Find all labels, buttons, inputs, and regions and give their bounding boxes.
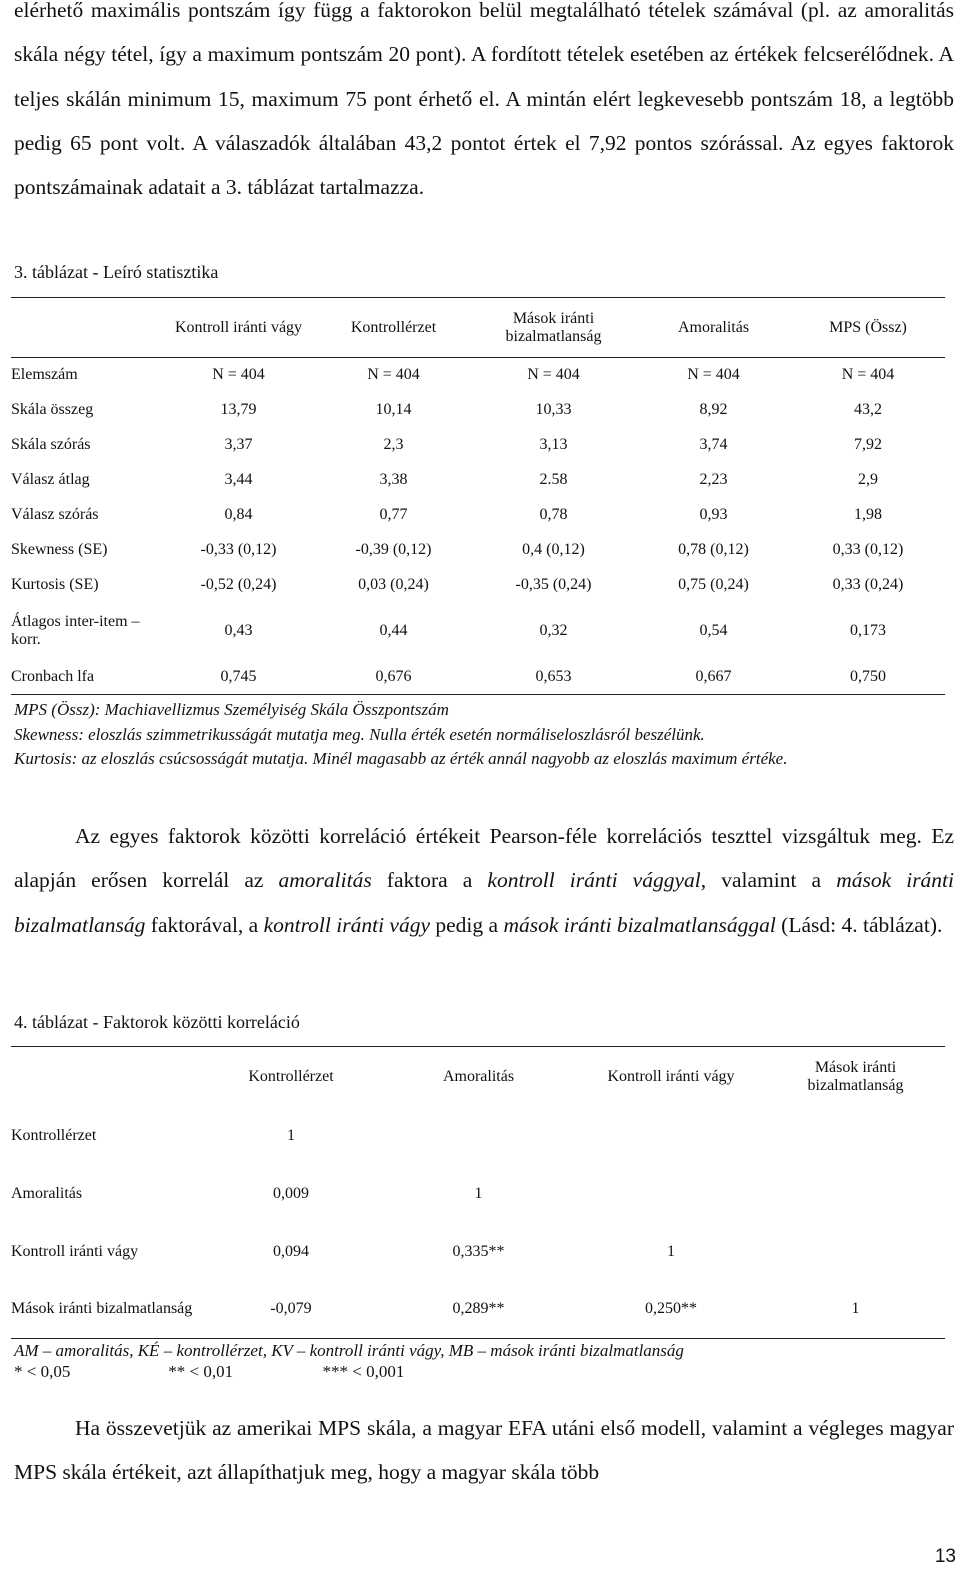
row-label: Elemszám	[11, 366, 78, 384]
row-label: Skewness (SE)	[11, 541, 108, 558]
table-cell: 0,54	[699, 622, 728, 639]
table-cell: 0,33 (0,12)	[832, 541, 904, 558]
row-label: Válasz átlag	[11, 471, 90, 488]
table-cell: N = 404	[527, 366, 580, 384]
table-cell: 0,44	[379, 622, 408, 639]
table-cell: N = 404	[841, 366, 895, 384]
table-cell: 1	[474, 1184, 483, 1202]
table-cell: 2.58	[539, 471, 568, 488]
table-row	[11, 393, 945, 428]
table-cell: 0,78 (0,12)	[678, 541, 749, 558]
table-row	[11, 428, 945, 463]
table-cell: 13,79	[220, 401, 257, 418]
table-row	[11, 463, 945, 498]
intro-paragraph: elérhető maximális pontszám így függ a faktorokon belül megtalálható tételek számával (pl. az amoralitás skála négy tétel, így a maximum pontszám 20 pont). A fordított tételek esetében az értékek felcserélődnek. A teljes skálán minimum 15, maximum 75 pont érhető el. A mintán elért legkevesebb pontszám 18, a legtöbb pedig 65 pont volt. A válaszadók általában 43,2 pontot értek el 7,92 pontos szórással. Az egyes faktorok pontszámainak adatait a 3. táblázat tartalmazza.	[14, 0, 954, 200]
note-kurtosis: Kurtosis: az eloszlás csúcsosságát mutatja. Minél magasabb az érték annál nagyobb az eloszlás maximum értéke.	[14, 749, 788, 768]
descriptive-stats-table	[11, 297, 945, 695]
table-cell: 2,23	[699, 471, 728, 488]
column-header: Amoralitás	[677, 318, 750, 336]
table-row	[11, 660, 945, 695]
table-cell: 0,84	[224, 506, 253, 523]
table3-notes	[14, 698, 944, 772]
table-cell	[576, 1165, 766, 1223]
table-cell: N = 404	[367, 366, 420, 384]
table-row	[11, 568, 945, 603]
column-header: Kontrollérzet	[248, 1067, 334, 1085]
table-row	[11, 533, 945, 568]
column-header: MPS (Össz)	[829, 318, 907, 336]
table-cell: 1	[667, 1242, 675, 1260]
row-label: Átlagos inter-item –korr.	[11, 613, 140, 648]
table-cell: 0,653	[535, 667, 572, 685]
table-cell: 8,92	[699, 401, 728, 418]
note-mps: MPS (Össz): Machiavellizmus Személyiség Skála Összpontszám	[14, 700, 449, 719]
table-cell: 10,14	[375, 401, 412, 418]
table-cell: N = 404	[687, 366, 740, 384]
table-cell: 0,676	[375, 667, 412, 685]
table-cell: 0,745	[220, 667, 257, 685]
table-cell: 0,78	[539, 506, 568, 523]
table-cell: 0,77	[379, 506, 408, 523]
row-label: Kontrollérzet	[11, 1126, 97, 1144]
table-cell: 2,9	[858, 471, 878, 488]
table-cell: 0,250**	[645, 1300, 697, 1318]
sig-level: ** < 0,01	[168, 1362, 234, 1381]
table-cell	[766, 1223, 945, 1281]
table-cell: 10,33	[535, 401, 572, 418]
table-cell: -0,39 (0,12)	[355, 541, 432, 558]
row-label: Kurtosis (SE)	[11, 576, 99, 593]
table-cell	[381, 1107, 576, 1165]
row-label: Kontroll iránti vágy	[11, 1242, 139, 1260]
table-cell: 0,094	[273, 1242, 309, 1260]
table-cell: 3,38	[379, 471, 408, 488]
table-cell: 0,93	[699, 506, 728, 523]
table-body	[11, 358, 945, 695]
table-cell	[766, 1107, 945, 1165]
column-header: Amoralitás	[442, 1067, 515, 1085]
table-body	[11, 1107, 945, 1339]
correlation-paragraph: Az egyes faktorok közötti korreláció értékeit Pearson-féle korrelációs teszttel vizsgáltuk meg. Ez alapján erősen korrelál az amoralitás faktora a kontroll iránti vággyal, valamint a mások iránti bizalmatlanság faktorával, a kontroll iránti vágy pedig a mások iránti bizalmatlansággal (Lásd: 4. táblázat).	[14, 824, 955, 937]
note-skewness: Skewness: eloszlás szimmetrikusságát mutatja meg. Nulla érték esetén normáliseloszlásról beszélünk.	[14, 724, 705, 744]
table-row	[11, 358, 945, 393]
table-cell: 1,98	[854, 506, 882, 523]
table-cell: -0,079	[270, 1300, 312, 1318]
row-label: Mások iránti bizalmatlanság	[11, 1300, 193, 1318]
row-label: Cronbach lfa	[11, 667, 95, 685]
table-row	[11, 603, 945, 660]
table-cell: 0,667	[695, 667, 732, 685]
page-number: 13	[934, 1546, 956, 1567]
table-cell	[576, 1107, 766, 1165]
table-cell	[766, 1165, 945, 1223]
table-cell: 3,74	[699, 436, 728, 453]
table-row	[11, 1281, 945, 1339]
table-cell: 0,289**	[452, 1300, 505, 1318]
table4-abbrev-note: AM – amoralitás, KÉ – kontrollérzet, KV – kontroll iránti vágy, MB – mások iránti bizalmatlanság	[14, 1341, 684, 1360]
final-paragraph: Ha összevetjük az amerikai MPS skála, a magyar EFA utáni első modell, valamint a végleges magyar MPS skála értékeit, azt állapíthatjuk meg, hogy a magyar skála több	[14, 1416, 954, 1485]
column-header: Kontroll iránti vágy	[607, 1067, 735, 1085]
table-cell: 0,335**	[452, 1242, 505, 1260]
table-row	[11, 1223, 945, 1281]
table-cell: 1	[287, 1126, 295, 1144]
table3-caption: 3. táblázat - Leíró statisztika	[14, 262, 219, 282]
row-label: Amoralitás	[11, 1184, 83, 1202]
table-row	[11, 498, 945, 533]
column-header: Mások iránti bizalmatlanság	[807, 1058, 904, 1094]
column-header: Kontrollérzet	[350, 318, 437, 336]
table-cell: 7,92	[854, 436, 882, 453]
row-label: Skála összeg	[11, 401, 94, 418]
table-cell: 0,43	[224, 622, 253, 639]
table-cell: -0,52 (0,24)	[200, 576, 277, 593]
column-header: Kontroll iránti vágy	[174, 318, 303, 336]
table-row	[11, 1165, 945, 1223]
table-header-row	[11, 298, 945, 358]
correlation-table	[11, 1046, 945, 1339]
table-cell: 0,32	[539, 622, 568, 639]
table-cell: 0,33 (0,24)	[832, 576, 904, 593]
table-cell: 0,75 (0,24)	[678, 576, 749, 593]
column-header	[11, 1047, 201, 1107]
column-header	[11, 298, 161, 358]
table-row	[11, 1107, 945, 1165]
row-label: Skála szórás	[11, 436, 91, 453]
table-cell: 43,2	[854, 401, 882, 418]
table-cell: 2,3	[383, 436, 404, 453]
table-header-row	[11, 1047, 945, 1107]
table-cell: N = 404	[212, 366, 265, 384]
table-cell: 0,009	[273, 1184, 309, 1202]
significance-legend	[14, 1362, 404, 1382]
table-cell: 0,173	[850, 622, 886, 639]
sig-level: *** < 0,001	[322, 1362, 405, 1381]
table-cell: 0,4 (0,12)	[522, 541, 585, 558]
table4-caption: 4. táblázat - Faktorok közötti korreláció	[14, 1012, 300, 1032]
table-cell: -0,33 (0,12)	[200, 541, 277, 558]
table-cell: 0,03 (0,24)	[358, 576, 429, 593]
row-label: Válasz szórás	[11, 506, 99, 523]
table-cell: 3,13	[539, 436, 568, 453]
table-cell: -0,35 (0,24)	[515, 576, 592, 593]
table-cell: 3,37	[224, 436, 253, 453]
table-cell: 3,44	[224, 471, 253, 488]
column-header: Mások iránti bizalmatlanság	[505, 309, 602, 345]
table-cell: 0,750	[850, 667, 886, 685]
table-cell: 1	[851, 1300, 860, 1318]
sig-level: * < 0,05	[14, 1362, 71, 1381]
